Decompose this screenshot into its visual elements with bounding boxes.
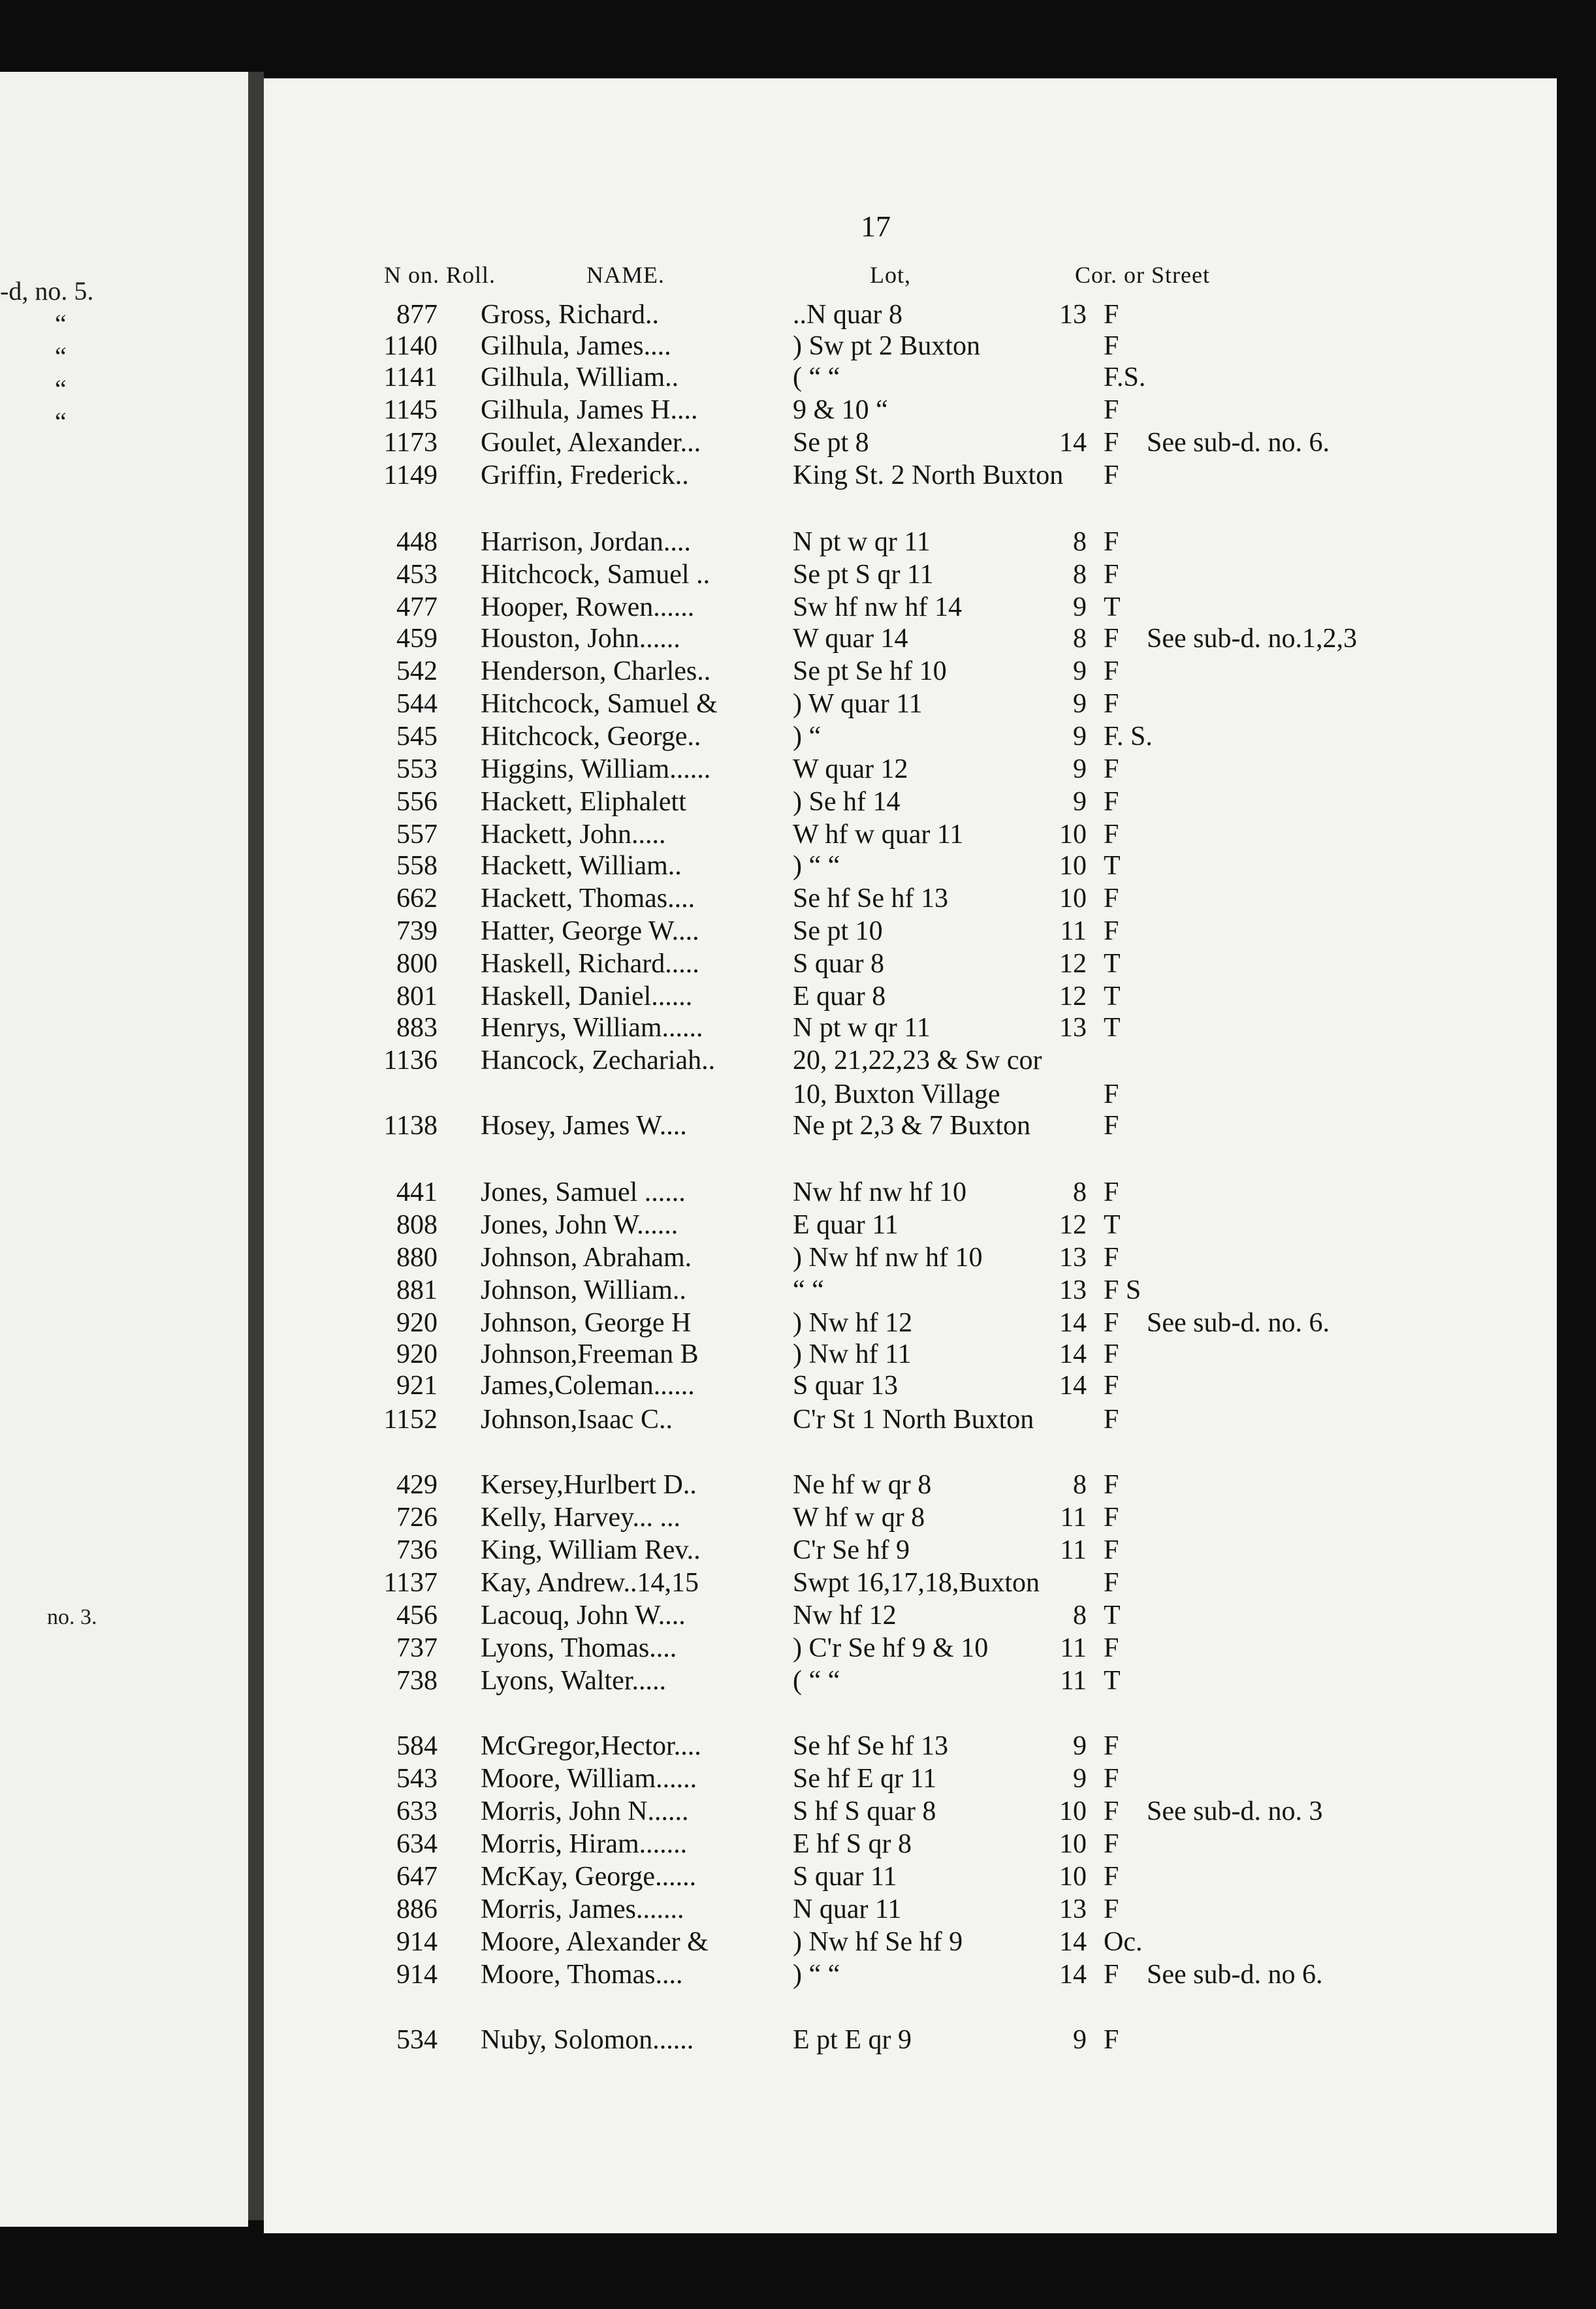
entry-no: 1173 xyxy=(383,428,438,458)
entry-status: F xyxy=(1104,1796,1119,1826)
entry-no: 914 xyxy=(396,1960,438,1990)
entry-no: 456 xyxy=(396,1600,438,1631)
entry-status: F xyxy=(1104,1568,1119,1598)
entry-lot: W hf w quar 11 xyxy=(793,820,964,850)
entry-lot: Se pt Se hf 10 xyxy=(793,656,947,686)
entry-no: 662 xyxy=(396,884,438,914)
entry-con: 8 xyxy=(1073,624,1087,654)
entry-lot: ) Nw hf Se hf 9 xyxy=(793,1927,963,1957)
entry-con: 10 xyxy=(1059,851,1087,881)
entry-status: T xyxy=(1104,1013,1121,1043)
entry-name: Haskell, Richard..... xyxy=(481,949,699,979)
entry-no: 477 xyxy=(396,592,438,622)
entry-name: Griffin, Frederick.. xyxy=(481,460,689,490)
entry-no: 1141 xyxy=(383,362,438,392)
entry-status: T xyxy=(1104,1210,1121,1240)
entry-lot: ) “ “ xyxy=(793,851,840,881)
entry-status: T xyxy=(1104,592,1121,622)
entry-con: 14 xyxy=(1059,1927,1087,1957)
entry-status: F xyxy=(1104,820,1119,850)
entry-lot: “ “ xyxy=(793,1275,824,1305)
entry-con: 14 xyxy=(1059,428,1087,458)
entry-name: Johnson,Isaac C.. xyxy=(481,1405,673,1435)
entry-no: 737 xyxy=(396,1633,438,1663)
entry-lot: ) C'r Se hf 9 & 10 xyxy=(793,1633,989,1663)
entry-name: Kersey,Hurlbert D.. xyxy=(481,1470,697,1500)
entry-status: F xyxy=(1104,1243,1119,1273)
entry-no: 920 xyxy=(396,1339,438,1369)
entry-status: T xyxy=(1104,1600,1121,1631)
entry-no: 558 xyxy=(396,851,438,881)
entry-con: 9 xyxy=(1073,689,1087,719)
entry-status: F. S. xyxy=(1104,722,1153,752)
entry-name: McKay, George...... xyxy=(481,1862,697,1892)
entry-status: F xyxy=(1104,689,1119,719)
left-fragment-text: “ xyxy=(55,374,67,404)
entry-name: Hooper, Rowen...... xyxy=(481,592,695,622)
entry-name: Houston, John...... xyxy=(481,624,680,654)
entry-no: 556 xyxy=(396,787,438,817)
entry-lot: 20, 21,22,23 & Sw cor xyxy=(793,1045,1042,1075)
entry-lot: ) Nw hf nw hf 10 xyxy=(793,1243,983,1273)
column-header-roll: N on. Roll. xyxy=(384,262,496,288)
entry-con: 12 xyxy=(1059,949,1087,979)
entry-lot: E quar 11 xyxy=(793,1210,899,1240)
entry-con: 11 xyxy=(1060,1666,1087,1696)
entry-name: Moore, Alexander & xyxy=(481,1927,709,1957)
entry-lot: S quar 8 xyxy=(793,949,884,979)
entry-lot: ) Nw hf 11 xyxy=(793,1339,912,1369)
entry-no: 634 xyxy=(396,1829,438,1859)
entry-name: Hackett, William.. xyxy=(481,851,682,881)
entry-name: King, William Rev.. xyxy=(481,1535,701,1565)
entry-lot: Se pt 10 xyxy=(793,916,883,946)
entry-con: 11 xyxy=(1060,1633,1087,1663)
entry-status: F S xyxy=(1104,1275,1141,1305)
entry-no: 553 xyxy=(396,754,438,784)
entry-status: F xyxy=(1104,916,1119,946)
column-header-name: NAME. xyxy=(586,262,665,288)
entry-status: F xyxy=(1104,428,1119,458)
entry-con: 10 xyxy=(1059,820,1087,850)
left-page-fragment xyxy=(0,72,248,2227)
book-spine-shadow xyxy=(248,72,264,2220)
entry-no: 633 xyxy=(396,1796,438,1826)
entry-status: F xyxy=(1104,1764,1119,1794)
entry-lot: ) Sw pt 2 Buxton xyxy=(793,331,981,361)
entry-lot: Se hf E qr 11 xyxy=(793,1764,937,1794)
entry-con: 8 xyxy=(1073,527,1087,557)
entry-no: 726 xyxy=(396,1503,438,1533)
entry-lot: Swpt 16,17,18,Buxton xyxy=(793,1568,1040,1598)
entry-lot: Se pt S qr 11 xyxy=(793,560,934,590)
entry-lot: W quar 14 xyxy=(793,624,908,654)
entry-name: Henrys, William...... xyxy=(481,1013,703,1043)
entry-status: F.S. xyxy=(1104,362,1146,392)
entry-no: 880 xyxy=(396,1243,438,1273)
entry-name: James,Coleman...... xyxy=(481,1371,695,1401)
entry-no: 920 xyxy=(396,1308,438,1338)
entry-con: 13 xyxy=(1059,1013,1087,1043)
column-header-con: Cor. or Street xyxy=(1075,262,1210,288)
entry-lot: 10, Buxton Village xyxy=(793,1079,1000,1109)
entry-name: Johnson,Freeman B xyxy=(481,1339,699,1369)
left-fragment-text: “ xyxy=(55,309,67,338)
entry-con: 9 xyxy=(1073,754,1087,784)
entry-lot: S hf S quar 8 xyxy=(793,1796,936,1826)
entry-lot: W quar 12 xyxy=(793,754,908,784)
entry-con: 11 xyxy=(1060,1535,1087,1565)
entry-no: 883 xyxy=(396,1013,438,1043)
entry-status: T xyxy=(1104,851,1121,881)
entry-lot: W hf w qr 8 xyxy=(793,1503,925,1533)
entry-lot: ..N quar 8 xyxy=(793,300,902,330)
entry-no: 542 xyxy=(396,656,438,686)
entry-no: 738 xyxy=(396,1666,438,1696)
entry-no: 881 xyxy=(396,1275,438,1305)
entry-name: Hackett, Thomas.... xyxy=(481,884,695,914)
entry-no: 736 xyxy=(396,1535,438,1565)
entry-status: F xyxy=(1104,1079,1119,1109)
entry-lot: Se hf Se hf 13 xyxy=(793,884,948,914)
entry-name: Hosey, James W.... xyxy=(481,1111,687,1141)
entry-name: Morris, John N...... xyxy=(481,1796,689,1826)
entry-name: Gross, Richard.. xyxy=(481,300,659,330)
entry-no: 1137 xyxy=(383,1568,438,1598)
entry-con: 8 xyxy=(1073,1470,1087,1500)
entry-lot: N pt w qr 11 xyxy=(793,527,931,557)
entry-con: 9 xyxy=(1073,592,1087,622)
entry-no: 914 xyxy=(396,1927,438,1957)
entry-con: 13 xyxy=(1059,1275,1087,1305)
entry-no: 1140 xyxy=(383,331,438,361)
entry-status: F xyxy=(1104,1470,1119,1500)
entry-status: Oc. xyxy=(1104,1927,1143,1957)
entry-status: F xyxy=(1104,1371,1119,1401)
entry-status: F xyxy=(1104,1308,1119,1338)
entry-con: 9 xyxy=(1073,722,1087,752)
entry-name: Morris, James....... xyxy=(481,1894,684,1924)
entry-name: Kelly, Harvey... ... xyxy=(481,1503,680,1533)
entry-no: 584 xyxy=(396,1731,438,1761)
entry-name: Harrison, Jordan.... xyxy=(481,527,691,557)
entry-con: 8 xyxy=(1073,1177,1087,1207)
entry-status: T xyxy=(1104,1666,1121,1696)
entry-note: See sub-d. no.1,2,3 xyxy=(1147,624,1357,654)
entry-status: F xyxy=(1104,395,1119,425)
entry-status: F xyxy=(1104,656,1119,686)
entry-lot: ( “ “ xyxy=(793,1666,840,1696)
left-fragment-text: -d, no. 5. xyxy=(0,276,94,306)
entry-no: 534 xyxy=(396,2025,438,2055)
entry-name: McGregor,Hector.... xyxy=(481,1731,701,1761)
entry-con: 10 xyxy=(1059,1829,1087,1859)
entry-lot: ) Nw hf 12 xyxy=(793,1308,913,1338)
entry-status: F xyxy=(1104,1535,1119,1565)
entry-note: See sub-d. no. 6. xyxy=(1147,1308,1330,1338)
entry-note: See sub-d. no. 6. xyxy=(1147,428,1330,458)
entry-name: Kay, Andrew..14,15 xyxy=(481,1568,699,1598)
entry-con: 10 xyxy=(1059,1862,1087,1892)
entry-name: Hitchcock, Samuel .. xyxy=(481,560,710,590)
entry-lot: ) “ “ xyxy=(793,1960,840,1990)
entry-con: 10 xyxy=(1059,1796,1087,1826)
entry-name: Morris, Hiram....... xyxy=(481,1829,688,1859)
entry-note: See sub-d. no 6. xyxy=(1147,1960,1323,1990)
entry-lot: E hf S qr 8 xyxy=(793,1829,912,1859)
entry-status: F xyxy=(1104,1731,1119,1761)
entry-status: F xyxy=(1104,1339,1119,1369)
entry-name: Lyons, Thomas.... xyxy=(481,1633,677,1663)
entry-lot: N pt w qr 11 xyxy=(793,1013,931,1043)
entry-lot: ) W quar 11 xyxy=(793,689,923,719)
entry-status: F xyxy=(1104,754,1119,784)
entry-name: Johnson, William.. xyxy=(481,1275,686,1305)
entry-con: 9 xyxy=(1073,1764,1087,1794)
entry-no: 557 xyxy=(396,820,438,850)
entry-status: F xyxy=(1104,1862,1119,1892)
entry-no: 801 xyxy=(396,981,438,1011)
entry-status: F xyxy=(1104,624,1119,654)
entry-lot: King St. 2 North Buxton xyxy=(793,460,1064,490)
entry-name: Johnson, Abraham. xyxy=(481,1243,692,1273)
entry-lot: 9 & 10 “ xyxy=(793,395,888,425)
entry-no: 429 xyxy=(396,1470,438,1500)
entry-name: Jones, John W...... xyxy=(481,1210,678,1240)
entry-no: 739 xyxy=(396,916,438,946)
entry-no: 886 xyxy=(396,1894,438,1924)
entry-status: T xyxy=(1104,981,1121,1011)
entry-lot: Se hf Se hf 13 xyxy=(793,1731,948,1761)
entry-no: 1136 xyxy=(383,1045,438,1075)
entry-no: 877 xyxy=(396,300,438,330)
entry-lot: C'r St 1 North Buxton xyxy=(793,1405,1034,1435)
entry-status: F xyxy=(1104,527,1119,557)
entry-no: 921 xyxy=(396,1371,438,1401)
entry-con: 13 xyxy=(1059,300,1087,330)
entry-name: Jones, Samuel ...... xyxy=(481,1177,686,1207)
entry-status: F xyxy=(1104,1111,1119,1141)
entry-status: F xyxy=(1104,1829,1119,1859)
left-fragment-text: no. 3. xyxy=(47,1605,97,1629)
entry-status: T xyxy=(1104,949,1121,979)
entry-no: 543 xyxy=(396,1764,438,1794)
entry-lot: C'r Se hf 9 xyxy=(793,1535,910,1565)
entry-name: Moore, Thomas.... xyxy=(481,1960,683,1990)
entry-name: Higgins, William...... xyxy=(481,754,711,784)
entry-con: 14 xyxy=(1059,1339,1087,1369)
entry-con: 13 xyxy=(1059,1243,1087,1273)
entry-name: Gilhula, James.... xyxy=(481,331,671,361)
entry-name: Hackett, John..... xyxy=(481,820,666,850)
entry-no: 459 xyxy=(396,624,438,654)
entry-name: Johnson, George H xyxy=(481,1308,692,1338)
entry-lot: Nw hf nw hf 10 xyxy=(793,1177,966,1207)
entry-status: F xyxy=(1104,300,1119,330)
entry-con: 12 xyxy=(1059,981,1087,1011)
entry-lot: N quar 11 xyxy=(793,1894,902,1924)
entry-lot: S quar 13 xyxy=(793,1371,898,1401)
entry-con: 12 xyxy=(1059,1210,1087,1240)
entry-no: 800 xyxy=(396,949,438,979)
entry-no: 808 xyxy=(396,1210,438,1240)
entry-lot: E quar 8 xyxy=(793,981,886,1011)
document-page xyxy=(264,78,1557,2233)
entry-lot: ) Se hf 14 xyxy=(793,787,901,817)
entry-con: 14 xyxy=(1059,1308,1087,1338)
entry-lot: E pt E qr 9 xyxy=(793,2025,912,2055)
entry-con: 14 xyxy=(1059,1371,1087,1401)
entry-no: 453 xyxy=(396,560,438,590)
entry-lot: ( “ “ xyxy=(793,362,840,392)
entry-status: F xyxy=(1104,460,1119,490)
entry-con: 11 xyxy=(1060,1503,1087,1533)
entry-status: F xyxy=(1104,2025,1119,2055)
entry-con: 9 xyxy=(1073,787,1087,817)
left-fragment-text: “ xyxy=(55,342,67,371)
entry-status: F xyxy=(1104,1894,1119,1924)
entry-status: F xyxy=(1104,884,1119,914)
entry-name: Gilhula, James H.... xyxy=(481,395,698,425)
entry-name: Nuby, Solomon...... xyxy=(481,2025,694,2055)
entry-lot: Ne hf w qr 8 xyxy=(793,1470,932,1500)
entry-lot: Ne pt 2,3 & 7 Buxton xyxy=(793,1111,1030,1141)
entry-note: See sub-d. no. 3 xyxy=(1147,1796,1323,1826)
entry-con: 14 xyxy=(1059,1960,1087,1990)
entry-status: F xyxy=(1104,560,1119,590)
entry-con: 13 xyxy=(1059,1894,1087,1924)
entry-status: F xyxy=(1104,331,1119,361)
entry-con: 9 xyxy=(1073,2025,1087,2055)
entry-status: F xyxy=(1104,787,1119,817)
entry-name: Hitchcock, George.. xyxy=(481,722,701,752)
entry-con: 8 xyxy=(1073,1600,1087,1631)
entry-lot: S quar 11 xyxy=(793,1862,897,1892)
entry-status: F xyxy=(1104,1177,1119,1207)
entry-no: 544 xyxy=(396,689,438,719)
entry-no: 1138 xyxy=(383,1111,438,1141)
entry-no: 441 xyxy=(396,1177,438,1207)
entry-con: 9 xyxy=(1073,656,1087,686)
entry-name: Hackett, Eliphalett xyxy=(481,787,686,817)
left-fragment-text: “ xyxy=(55,407,67,436)
entry-con: 8 xyxy=(1073,560,1087,590)
entry-name: Lyons, Walter..... xyxy=(481,1666,666,1696)
entry-con: 9 xyxy=(1073,1731,1087,1761)
entry-lot: Sw hf nw hf 14 xyxy=(793,592,962,622)
entry-con: 10 xyxy=(1059,884,1087,914)
entry-name: Hatter, George W.... xyxy=(481,916,699,946)
entry-no: 1149 xyxy=(383,460,438,490)
entry-name: Hitchcock, Samuel & xyxy=(481,689,718,719)
entry-status: F xyxy=(1104,1405,1119,1435)
entry-no: 1152 xyxy=(383,1405,438,1435)
entry-lot: Nw hf 12 xyxy=(793,1600,897,1631)
entry-lot: Se pt 8 xyxy=(793,428,869,458)
entry-no: 545 xyxy=(396,722,438,752)
entry-name: Moore, William...... xyxy=(481,1764,697,1794)
entry-name: Gilhula, William.. xyxy=(481,362,679,392)
page-number: 17 xyxy=(861,210,891,243)
entry-name: Goulet, Alexander... xyxy=(481,428,701,458)
entry-no: 647 xyxy=(396,1862,438,1892)
column-header-lot: Lot, xyxy=(870,262,911,288)
entry-name: Henderson, Charles.. xyxy=(481,656,711,686)
entry-name: Hancock, Zechariah.. xyxy=(481,1045,716,1075)
entry-con: 11 xyxy=(1060,916,1087,946)
entry-status: F xyxy=(1104,1503,1119,1533)
entry-no: 448 xyxy=(396,527,438,557)
entry-status: F xyxy=(1104,1633,1119,1663)
entry-no: 1145 xyxy=(383,395,438,425)
entry-name: Haskell, Daniel...... xyxy=(481,981,693,1011)
entry-lot: ) “ xyxy=(793,722,822,752)
entry-status: F xyxy=(1104,1960,1119,1990)
entry-name: Lacouq, John W.... xyxy=(481,1600,686,1631)
